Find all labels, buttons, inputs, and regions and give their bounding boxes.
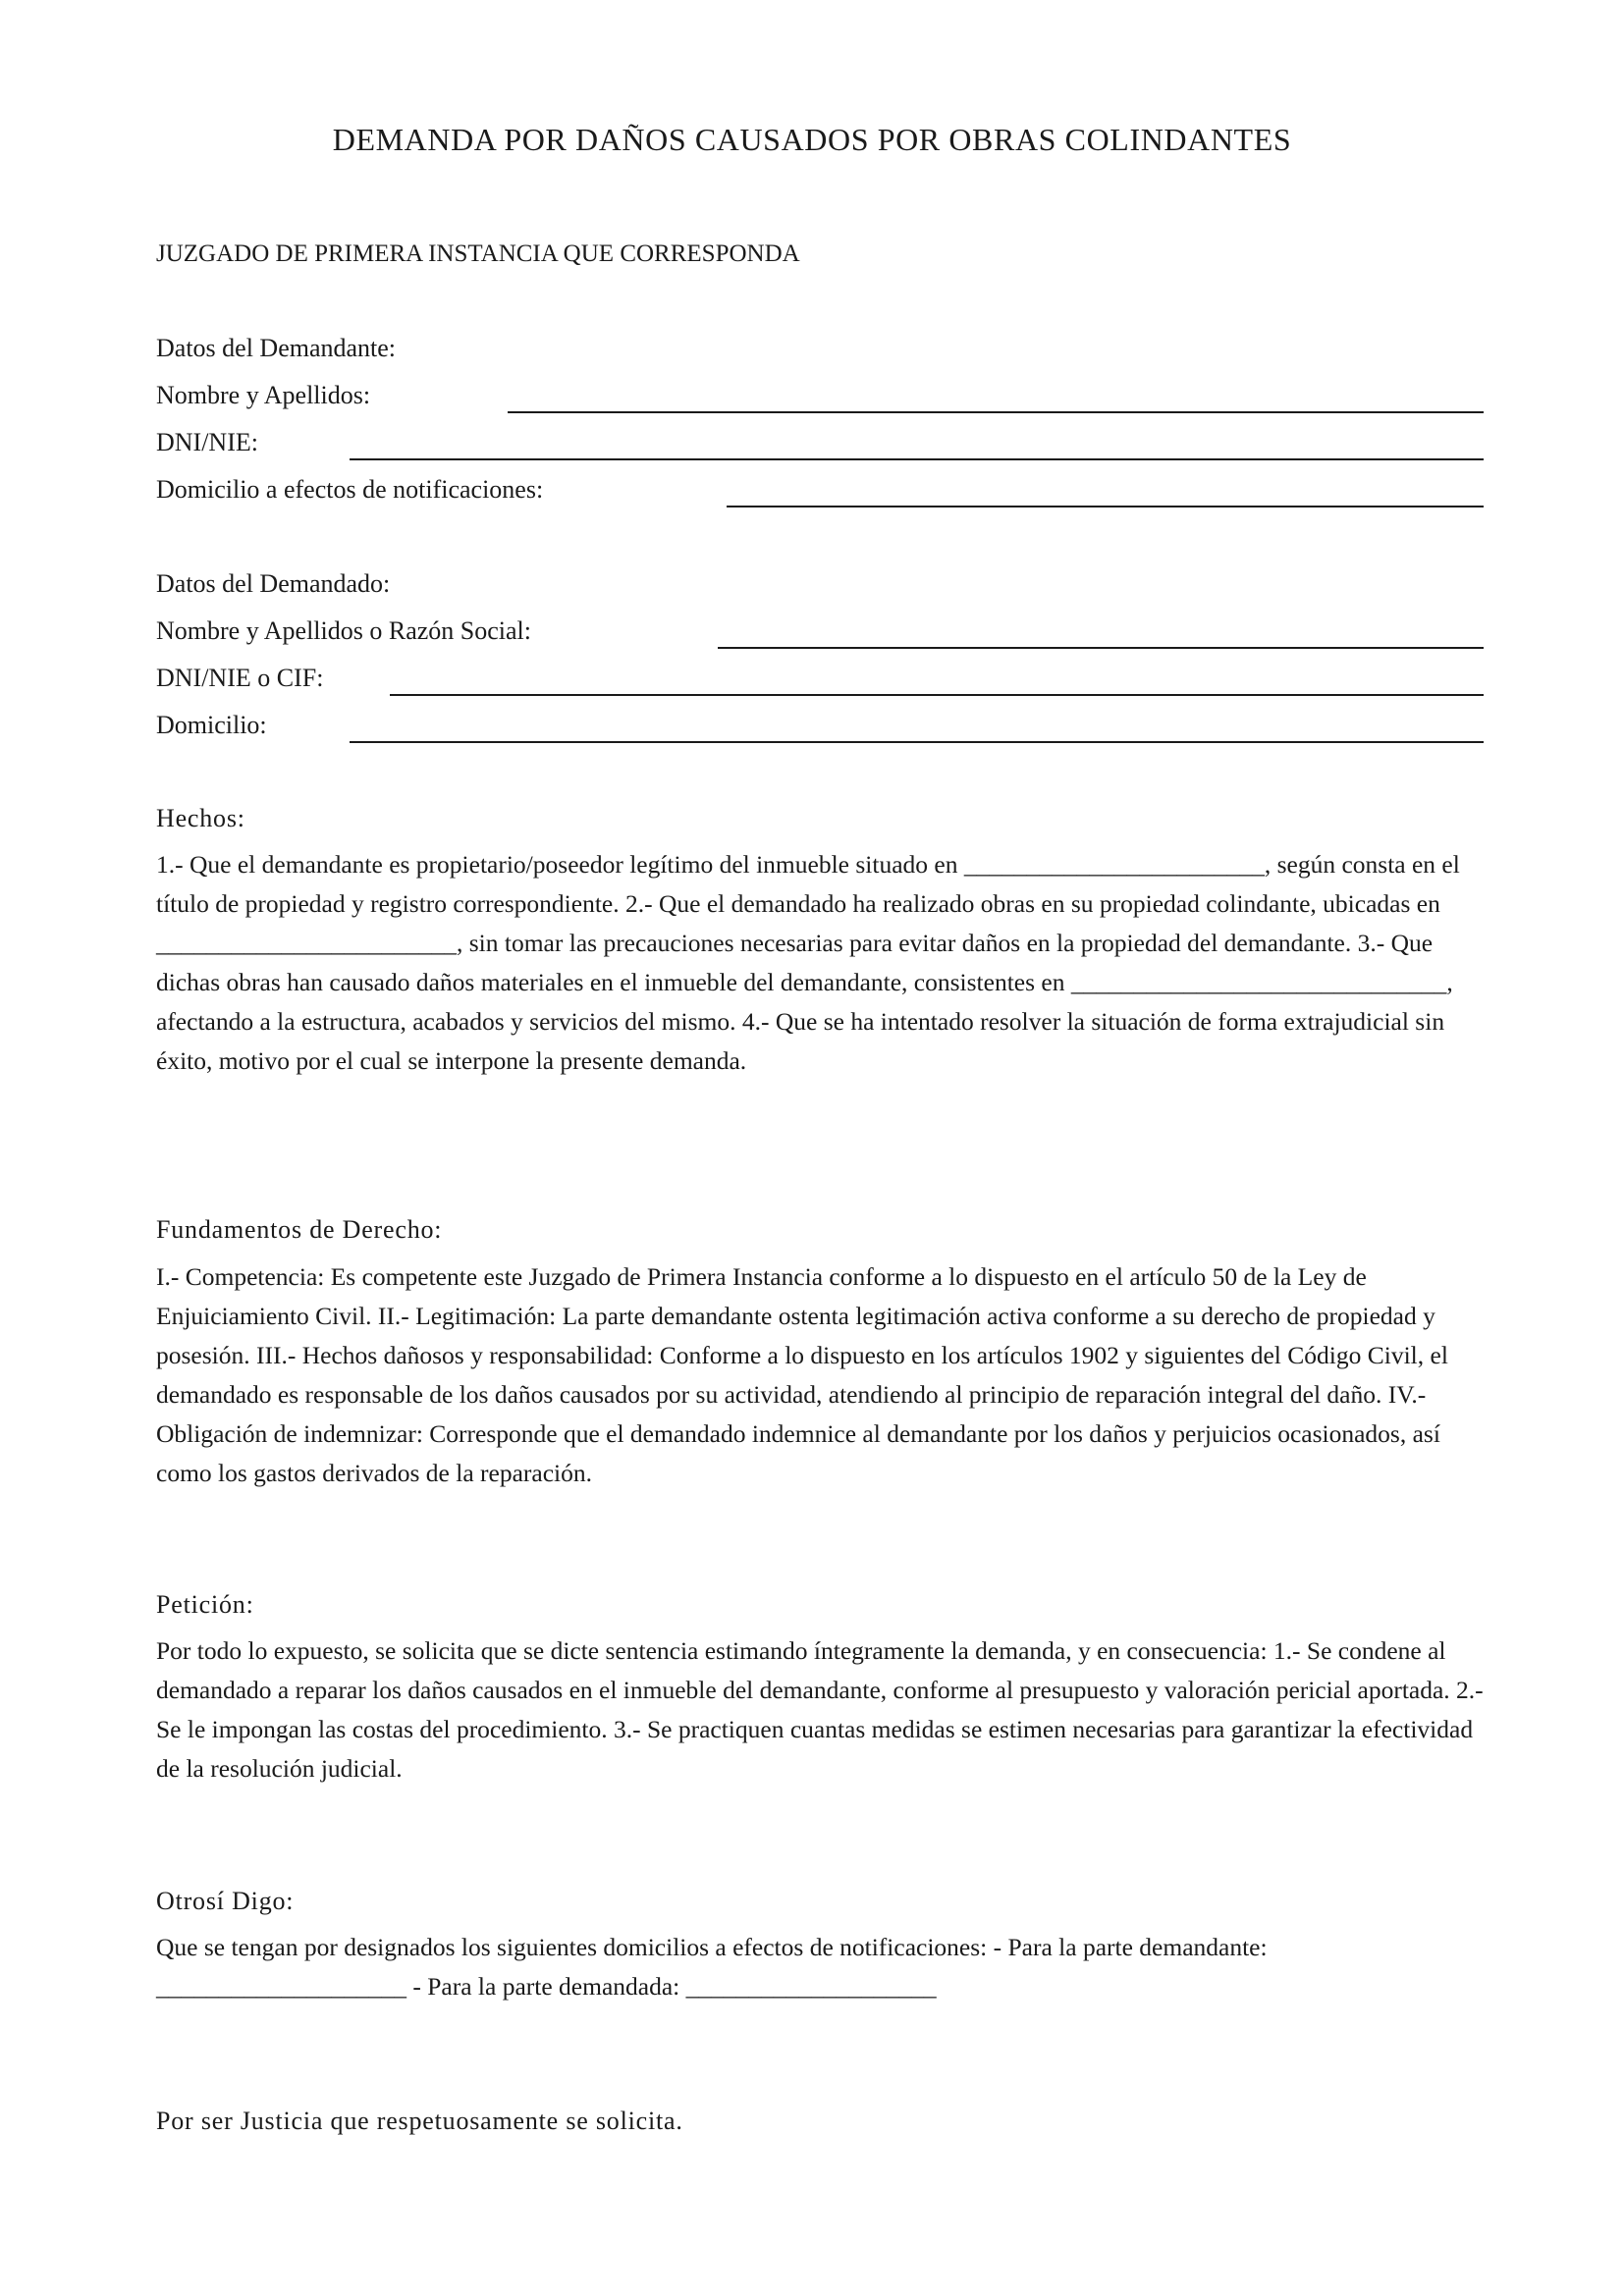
plaintiff-name-field[interactable] bbox=[508, 411, 1484, 413]
defendant-address-label: Domicilio: bbox=[156, 711, 267, 739]
defendant-id-field[interactable] bbox=[390, 694, 1484, 696]
otrosi-text: Que se tengan por designados los siguientes domicilios a efectos de notificaciones: - Para la parte demandante: ____________________ - Para la parte demandada: ____________________ bbox=[156, 1933, 1268, 2001]
plaintiff-id-field[interactable] bbox=[350, 458, 1484, 460]
defendant-heading: Datos del Demandado: bbox=[156, 569, 391, 598]
closing-statement: Por ser Justicia que respetuosamente se solicita. bbox=[156, 2107, 683, 2135]
court-heading: JUZGADO DE PRIMERA INSTANCIA QUE CORRESPONDA bbox=[156, 240, 800, 267]
plaintiff-name-label: Nombre y Apellidos: bbox=[156, 381, 371, 409]
otrosi-heading: Otrosí Digo: bbox=[156, 1887, 295, 1915]
plaintiff-id-label: DNI/NIE: bbox=[156, 428, 258, 456]
legal-grounds-text: I.- Competencia: Es competente este Juzgado de Primera Instancia conforme a lo dispuesto en el artículo 50 de la Ley de Enjuiciamiento Civil. II.- Legitimación: La parte demandante ostenta legitimación activa conforme a su derecho de propiedad y posesión. III.- Hechos dañosos y responsabilidad: Conforme a lo dispuesto en los artículos 1902 y siguientes del Código Civil, el demandado es responsable de los daños causados por su actividad, atendiendo al principio de reparación integral del daño. IV.- Obligación de indemnizar: Corresponde que el demandado indemnice al demandante por los daños y perjuicios ocasionados, así como los gastos derivados de la reparación. bbox=[156, 1262, 1448, 1487]
facts-heading: Hechos: bbox=[156, 804, 245, 832]
petition-text: Por todo lo expuesto, se solicita que se dicte sentencia estimando íntegramente la demanda, y en consecuencia: 1.- Se condene al demandado a reparar los daños causados en el inmueble del demandante, conforme al presupuesto y valoración pericial aportada. 2.- Se le impongan las costas del procedimiento. 3.- Se practiquen cuantas medidas se estimen necesarias para garantizar la efectividad de la resolución judicial. bbox=[156, 1636, 1484, 1783]
defendant-id-label: DNI/NIE o CIF: bbox=[156, 664, 324, 692]
plaintiff-heading: Datos del Demandante: bbox=[156, 334, 397, 362]
document-title: DEMANDA POR DAÑOS CAUSADOS POR OBRAS COLINDANTES bbox=[332, 122, 1292, 157]
plaintiff-address-field[interactable] bbox=[727, 506, 1484, 507]
facts-text: 1.- Que el demandante es propietario/poseedor legítimo del inmueble situado en ________________________, según consta en el título de propiedad y registro correspondiente. 2.- Que el demandado ha realizado obras en su propiedad colindante, ubicadas en ________________________, sin tomar las precauciones necesarias para evitar daños en la propiedad del demandante. 3.- Que dichas obras han causado daños materiales en el inmueble del demandante, consistentes en ______________________________, afectando a la estructura, acabados y servicios del mismo. 4.- Que se ha intentado resolver la situación de forma extrajudicial sin éxito, motivo por el cual se interpone la presente demanda. bbox=[156, 850, 1460, 1075]
petition-heading: Petición: bbox=[156, 1590, 254, 1619]
defendant-name-label: Nombre y Apellidos o Razón Social: bbox=[156, 616, 532, 645]
plaintiff-address-label: Domicilio a efectos de notificaciones: bbox=[156, 475, 544, 504]
defendant-name-field[interactable] bbox=[718, 647, 1484, 649]
legal-grounds-heading: Fundamentos de Derecho: bbox=[156, 1215, 443, 1244]
defendant-address-field[interactable] bbox=[350, 741, 1484, 743]
